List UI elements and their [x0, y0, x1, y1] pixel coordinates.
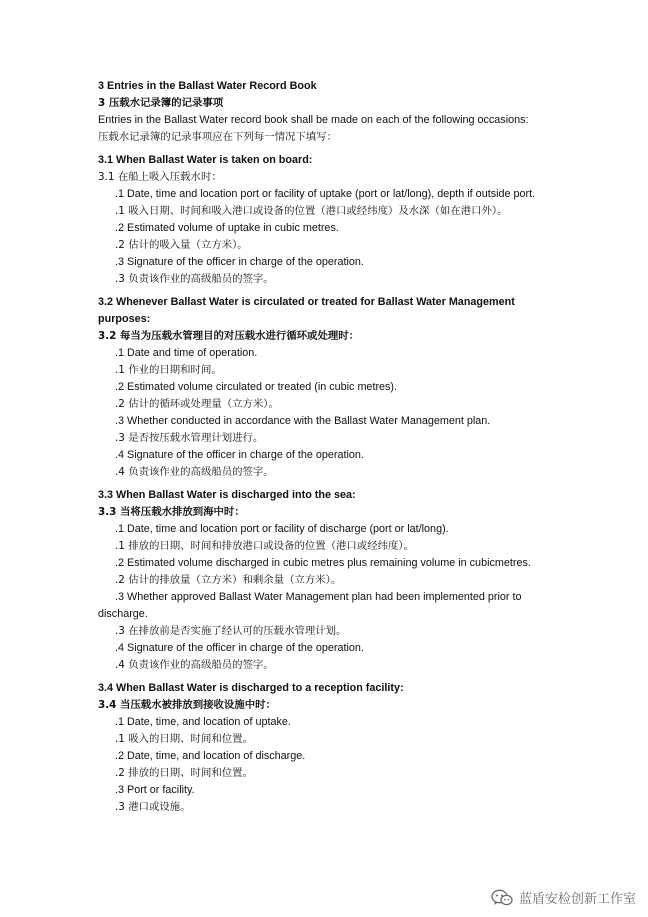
list-item: .1 吸入的日期、时间和位置。: [115, 733, 253, 745]
list-item: .2 Date, time, and location of discharge.: [115, 750, 306, 762]
list-item: .1 Date, time and location port or facility of discharge (port or lat/long).: [115, 523, 449, 535]
list-item: .1 吸入日期、时间和吸入港口或设备的位置（港口或经纬度）及水深（如在港口外）。: [115, 205, 508, 217]
subsection-heading-zh: 3.3 当将压载水排放到海中时：: [98, 506, 245, 518]
list-item: .3 Whether approved Ballast Water Management plan had been implemented prior to discharge.: [98, 591, 522, 620]
subsection-heading-zh: 3.2 每当为压载水管理目的对压载水进行循环或处理时：: [98, 330, 360, 342]
list-item: .2 估计的吸入量（立方米）。: [115, 239, 248, 251]
list-item: .3 Signature of the officer in charge of the operation.: [115, 256, 364, 268]
list-item: .2 Estimated volume of uptake in cubic metres.: [115, 222, 339, 234]
list-item: .3 Whether conducted in accordance with the Ballast Water Management plan.: [115, 415, 491, 427]
section-title-en: 3 Entries in the Ballast Water Record Book: [98, 80, 317, 92]
list-item: .2 排放的日期、时间和位置。: [115, 767, 253, 779]
list-item: .2 估计的循环或处理量（立方米）。: [115, 398, 279, 410]
list-item: .3 港口或设施。: [115, 801, 191, 813]
list-item: .2 Estimated volume discharged in cubic metres plus remaining volume in cubicmetres.: [115, 557, 531, 569]
list-item: .2 Estimated volume circulated or treated (in cubic metres).: [115, 381, 398, 393]
list-item: .1 作业的日期和时间。: [115, 364, 222, 376]
subsection-heading-zh: 3.4 当压载水被排放到接收设施中时：: [98, 699, 276, 711]
document-body: [98, 78, 558, 816]
list-item: .3 在排放前是否实施了经认可的压载水管理计划。: [115, 625, 347, 637]
subsection-heading-en: 3.2 Whenever Ballast Water is circulated or treated for Ballast Water Management purposes:: [98, 296, 515, 325]
section-title-zh: 3 压载水记录簿的记录事项: [98, 97, 224, 109]
subsection-heading-zh: 3.1 在船上吸入压载水时：: [98, 171, 222, 183]
list-item: .3 负责该作业的高级船员的签字。: [115, 273, 274, 285]
list-item: .2 估计的排放量（立方米）和剩余量（立方米）。: [115, 574, 342, 586]
list-item: .4 负责该作业的高级船员的签字。: [115, 466, 274, 478]
subsection-heading-en: 3.1 When Ballast Water is taken on board:: [98, 154, 313, 166]
list-item: .1 Date, time, and location of uptake.: [115, 716, 291, 728]
intro-en: Entries in the Ballast Water record book shall be made on each of the following occasions:: [98, 114, 529, 126]
list-item: .1 Date and time of operation.: [115, 347, 258, 359]
list-item: .4 负责该作业的高级船员的签字。: [115, 659, 274, 671]
subsection-heading-en: 3.3 When Ballast Water is discharged into the sea:: [98, 489, 356, 501]
list-item: .3 Port or facility.: [115, 784, 195, 796]
list-item: .4 Signature of the officer in charge of the operation.: [115, 449, 364, 461]
watermark-text: 蓝盾安检创新工作室: [518, 892, 636, 907]
list-item: .4 Signature of the officer in charge of the operation.: [115, 642, 364, 654]
wechat-icon: [491, 889, 513, 907]
intro-zh: 压载水记录簿的记录事项应在下列每一情况下填写：: [98, 131, 337, 143]
watermark: [491, 888, 636, 907]
list-item: .1 Date, time and location port or facility of uptake (port or lat/long), depth if outside port.: [115, 188, 536, 200]
list-item: .3 是否按压载水管理计划进行。: [115, 432, 264, 444]
list-item: .1 排放的日期、时间和排放港口或设备的位置（港口或经纬度）。: [115, 540, 414, 552]
subsection-heading-en: 3.4 When Ballast Water is discharged to a reception facility:: [98, 682, 404, 694]
